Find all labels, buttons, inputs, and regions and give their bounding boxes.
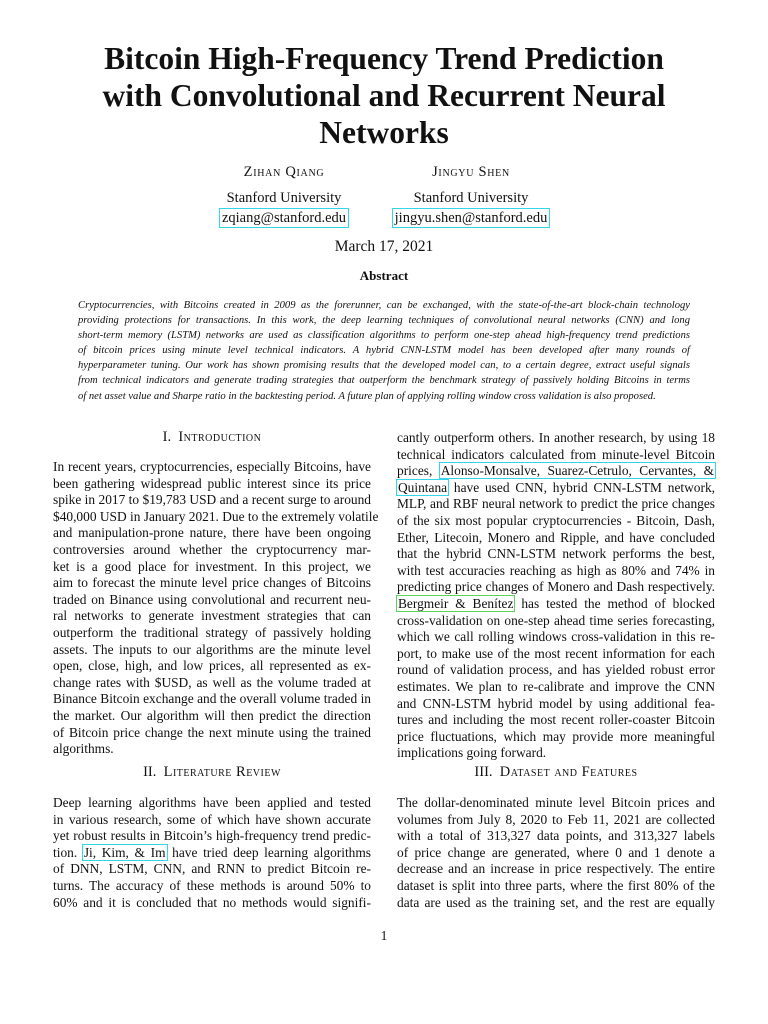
- body-line: MLP, and RBF neural network to predict the price changes: [397, 496, 715, 512]
- abstract-line: of bitcoin prices using minute level technical indicators. A hybrid CNN-LSTM model has been developed after many rounds of: [78, 345, 690, 357]
- author-email-link[interactable]: zqiang@stanford.edu: [219, 208, 349, 228]
- body-line: technical indicators calculated from minute-level Bitcoin: [397, 446, 715, 462]
- section-number: II.: [143, 764, 157, 780]
- body-line: with a total of 313,327 data points, and 313,327 labels: [397, 828, 715, 844]
- body-line: The dollar-denominated minute level Bitcoin prices and: [397, 795, 715, 810]
- body-line: Deep learning algorithms have been applied and tested: [53, 795, 371, 810]
- body-line: turns. The accuracy of these methods is around 50% to: [53, 877, 371, 893]
- body-line: that the hybrid CNN-LSTM network performs the best,: [397, 546, 715, 562]
- section-title: Literature Review: [163, 764, 281, 780]
- body-line: ral networks to generate investment strategies that can: [53, 608, 371, 624]
- section-heading-introduction: [53, 427, 371, 447]
- body-line: open, close, high, and low prices, all represented as ex-: [53, 658, 371, 674]
- body-line: and manipulation-prone nature, there have been ongoing: [53, 525, 371, 541]
- body-line: which we call rolling windows cross-validation in this re-: [397, 629, 715, 645]
- body-line: port, to make use of the most recent information for each: [397, 645, 715, 661]
- citation-link[interactable]: Quintana: [398, 479, 448, 495]
- abstract-line: short-term memory (LSTM) networks are used as classification algorithms to perform one-step ahead high-frequency trend predictions: [78, 330, 690, 342]
- literature-review-continued: [397, 430, 715, 762]
- author-affiliation: Stanford University: [226, 190, 342, 206]
- abstract-body: [78, 298, 690, 404]
- body-line: [397, 480, 715, 497]
- line-text: has tested the method of blocked: [514, 595, 715, 611]
- abstract-heading: Abstract: [359, 268, 409, 283]
- body-line: in various research, some of which have shown accurate: [53, 811, 371, 827]
- body-line: volumes from July 8, 2020 to Feb 11, 2021 are collected: [397, 811, 715, 827]
- dataset-text: [397, 795, 715, 911]
- abstract-line: from technical indicators and generate trading strategies that outperform the benchmark strategy of passively holding Bitcoins in terms: [78, 375, 690, 387]
- line-text: have used CNN, hybrid CNN-LSTM network,: [448, 479, 715, 495]
- body-line: $40,000 USD in January 2021. Due to the extremely volatile: [53, 508, 379, 524]
- section-title: Dataset and Features: [499, 764, 638, 780]
- literature-review-text: [53, 795, 371, 911]
- introduction-text: [53, 459, 379, 758]
- abstract-line: providing protections for transactions. In this work, the deep learning techniques of convolutional neural networks (CNN) and long: [78, 315, 690, 327]
- body-line: price fluctuations, which may provide more meaningful: [397, 728, 715, 744]
- body-line: change rates with $USD, as well as the volume traded at: [53, 674, 371, 690]
- body-line: yet robust results in Bitcoin’s high-frequency trend predic-: [53, 828, 371, 844]
- title-line: Bitcoin High-Frequency Trend Prediction: [104, 41, 664, 76]
- body-line: [53, 845, 371, 862]
- body-line: implications going forward.: [397, 745, 547, 761]
- body-line: predicting price changes of Monero and Dash respectively.: [397, 579, 715, 595]
- body-line: dataset is split into three parts, where the first 80% of the: [397, 877, 715, 893]
- body-line: Binance Bitcoin exchange and the overall volume traded in: [53, 691, 371, 707]
- abstract-line: of net asset value and Sharpe ratio in the backtesting period. A future plan of applying rolling window cross validation is also proposed.: [78, 390, 656, 402]
- body-line: data are used as the training set, and the rest are equally: [397, 894, 715, 910]
- author-email-link[interactable]: jingyu.shen@stanford.edu: [392, 208, 551, 228]
- citation-link[interactable]: Bergmeir & Benítez: [398, 595, 514, 611]
- body-line: aim to forecast the minute level price changes of Bitcoins: [53, 575, 371, 591]
- body-line: spike in 2017 to $19,783 USD and a recent surge to around: [53, 492, 371, 508]
- body-line: tures and including the most recent roller-coaster Bitcoin: [397, 712, 715, 728]
- body-line: In recent years, cryptocurrencies, especially Bitcoins, have: [53, 459, 371, 474]
- section-number: I.: [162, 429, 172, 445]
- abstract-line: hyperparameter tuning. Our work has shown promising results that the developed model can, to a certain degree, extract useful signals: [78, 360, 690, 372]
- body-line: assets. The inputs to our algorithms are the minute level: [53, 641, 371, 657]
- line-text: tion.: [53, 844, 83, 860]
- author-name: Zihan Qiang: [243, 164, 325, 180]
- citation-link[interactable]: Alonso-Monsalve, Suarez-Cetrulo, Cervantes, &: [440, 463, 715, 479]
- body-line: of the six most popular cryptocurrencies - Bitcoin, Dash,: [397, 512, 715, 528]
- line-text: prices,: [397, 463, 440, 479]
- body-line: [397, 596, 715, 613]
- body-line: round of validation process, and has yielded robust error: [397, 662, 715, 678]
- title-line: Networks: [319, 115, 449, 150]
- body-line: estimates. We plan to re-calibrate and improve the CNN: [397, 678, 715, 694]
- body-line: of Bitcoin price change the next minute using the trained: [53, 724, 371, 740]
- section-number: III.: [474, 764, 493, 780]
- line-text: have tried deep learning algorithms: [166, 844, 371, 860]
- body-line: the market. Our algorithm will then predict the direction: [53, 707, 371, 723]
- body-line: cantly outperform others. In another research, by using 18: [397, 430, 715, 445]
- section-heading-literature-review: [53, 762, 371, 782]
- author-name: Jingyu Shen: [432, 164, 510, 180]
- author-affiliation: Stanford University: [413, 190, 529, 206]
- abstract-line: Cryptocurrencies, with Bitcoins created in 2009 as the forerunner, can be exchanged, with the state-of-the-art block-chain technology: [78, 300, 690, 311]
- author-block: [341, 160, 601, 228]
- body-line: been gathering widespread public interest since its price: [53, 475, 371, 491]
- page-number: 1: [380, 928, 388, 943]
- body-line: ket is a good place for investment. In this project, we: [53, 558, 371, 574]
- body-line: algorithms.: [53, 741, 114, 757]
- body-line: traded on Binance using convolutional and recurrent neu-: [53, 591, 371, 607]
- section-heading-dataset-and-features: [397, 762, 715, 782]
- body-line: decrease and an increase in price respectively. The entire: [397, 861, 715, 877]
- body-line: 60% and it is concluded that no methods would signifi-: [53, 894, 371, 910]
- body-line: cross-validation on one-step ahead time series forecasting,: [397, 612, 715, 628]
- body-line: [397, 463, 715, 480]
- body-line: of price change are generated, where 0 and 1 denote a: [397, 844, 715, 860]
- body-line: with test accuracies reaching as high as 80% and 74% in: [397, 562, 715, 578]
- section-title: Introduction: [178, 429, 262, 445]
- body-line: of DNN, LSTM, CNN, and RNN to predict Bitcoin re-: [53, 861, 371, 877]
- body-line: controversies around whether the cryptocurrency mar-: [53, 541, 371, 557]
- body-line: outperform the traditional strategy of passively holding: [53, 624, 371, 640]
- paper-date: March 17, 2021: [334, 238, 434, 255]
- body-line: and CNN-LSTM hybrid model by using additional fea-: [397, 695, 715, 711]
- title-line: with Convolutional and Recurrent Neural: [102, 78, 666, 113]
- paper-title: [60, 40, 708, 151]
- body-line: Ether, Litecoin, Monero and Ripple, and have concluded: [397, 529, 715, 545]
- citation-link[interactable]: Ji, Kim, & Im: [83, 844, 166, 860]
